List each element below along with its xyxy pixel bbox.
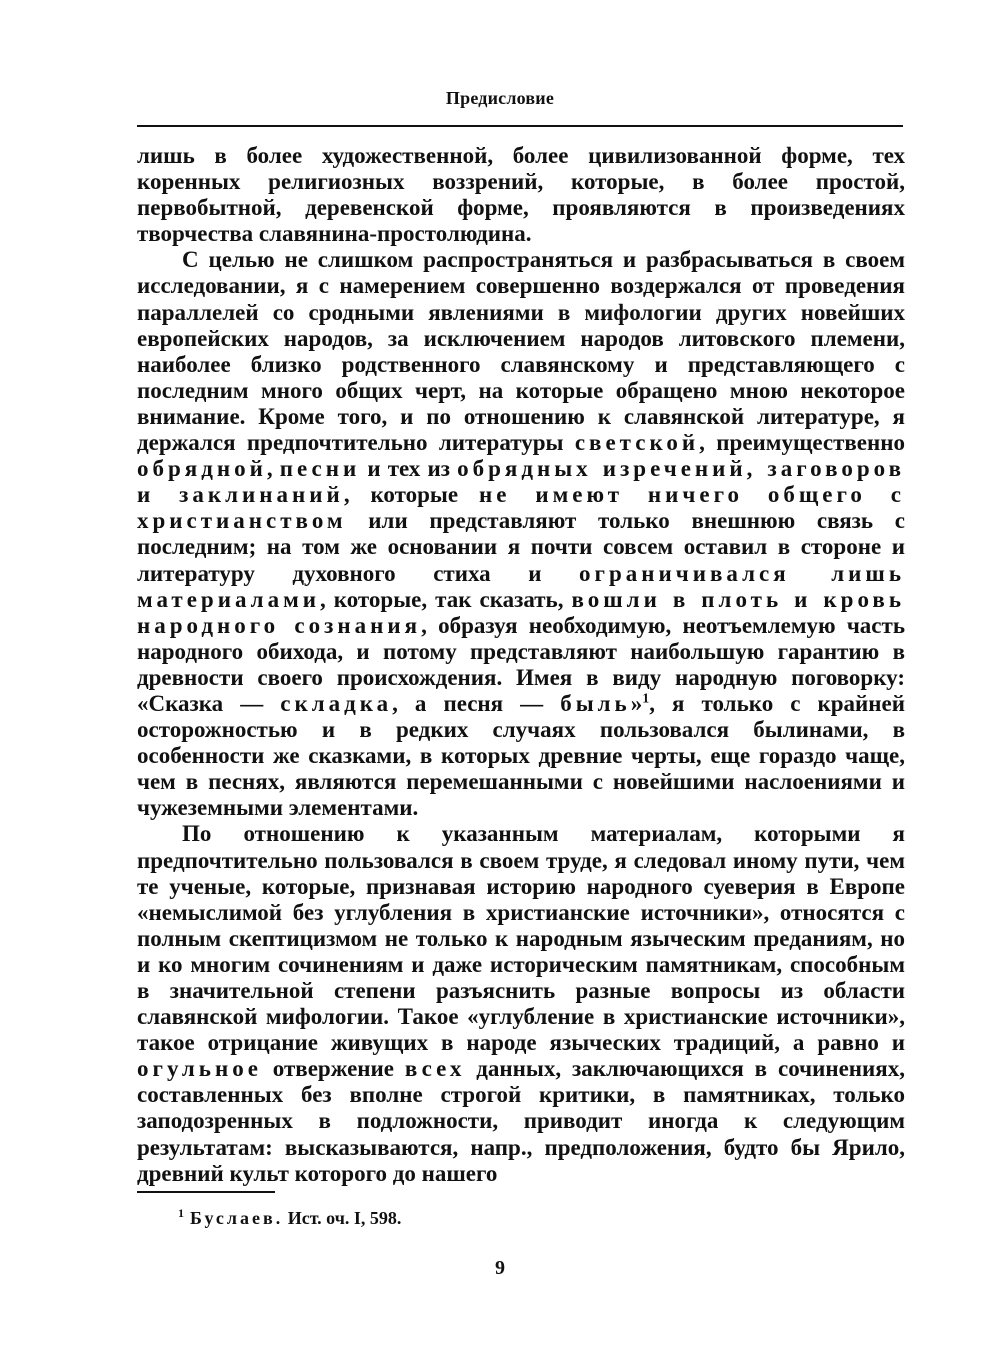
running-head: Предисловие [445,88,555,108]
footnote-number: 1 [178,1206,184,1220]
spaced-emphasis: не имеют ничего общего с христианством [137,482,905,534]
page-number: 9 [495,1257,505,1279]
footnote-reference[interactable]: 1 [642,691,650,707]
footnote-rule [137,1191,275,1193]
spaced-emphasis: обрядных изречений, заговоров и заклинаний [137,456,906,508]
spaced-emphasis: складка [280,690,393,716]
body-text [137,143,905,1187]
paragraph-1: лишь в более художественной, более цивилизованной форме, тех коренных религиозных воззрений, которые, в более простой, первобытной, деревенской форме, проявляются в произведениях творчества славянина-простолюдина. [137,143,905,247]
footnote-author: Буслаев. [190,1208,284,1228]
spaced-emphasis: всех [404,1056,466,1082]
spaced-emphasis: ограничивался лишь материалами [137,560,905,612]
spaced-emphasis: светской [574,430,700,456]
footnote [178,1208,401,1229]
paragraph-2: С целью не слишком распространяться и разбрасываться в своем исследовании, я с намерением совершенно воздержался от проведения параллелей со сродными явлениями в мифологии других новейших европейских народов, за исключением народов литовского племени, наиболее близко родственного славянскому и представляющего с последним много общих черт, на которые обращено мною некоторое внимание. Кроме того, и по отношению к славянской литературе, я держался предпочтительно литературы светской, преимущественно обрядной, песни и тех из обрядных изречений, заговоров и заклинаний, которые не имеют ничего общего с христианством или представляют только внешнюю связь с последним; на том же основании я почти совсем оставил в стороне и литературу духовного стиха и ограничивался лишь материалами, которые, так сказать, вошли в плоть и кровь народного сознания, образуя необходимую, неотъемлемую часть народного обихода, и потому представляют наибольшую гарантию в древности своего происхождения. Имея в виду народную поговорку: «Сказка — складка, а песня — быль»$^1$, я только с крайней осторожностью и в редких случаях пользовался былинами, в особенности же сказками, в которых древние черты, еще гораздо чаще, чем в песнях, являются перемешанными с новейшими наслоениями и чужеземными элементами. [137,247,906,821]
header-rule [137,125,903,127]
paragraph-3: По отношению к указанным материалам, которыми я предпочтительно пользовался в своем труде, я следовал иному пути, чем те ученые, которые, признавая историю народного суеверия в Европе «немыслимой без углубления в христианские источники», относятся с полным скептицизмом не только к народным языческим преданиям, но и ко многим сочинениям и даже историческим памятникам, способным в значительной степени разъяснить разные вопросы из области славянской мифологии. Такое «углубление в христианские источники», такое отрицание живущих в народе языческих традиций, а равно и огульное отвержение всех данных, заключающихся в сочинениях, составленных без вполне строгой критики, в памятниках, только заподозренных в подложности, приводит иногда к следующим результатам: высказываются, напр., предположения, будто бы Ярило, древний культ которого до нашего [137,821,905,1186]
spaced-emphasis: вошли в плоть и кровь народного сознания [137,586,905,638]
footnote-source: Ист. оч. I, 598. [287,1208,402,1228]
spaced-emphasis: обрядной [137,456,267,482]
spaced-emphasis: огульное [137,1056,262,1082]
spaced-emphasis: песни [279,456,361,482]
spaced-emphasis: быль [560,690,631,716]
